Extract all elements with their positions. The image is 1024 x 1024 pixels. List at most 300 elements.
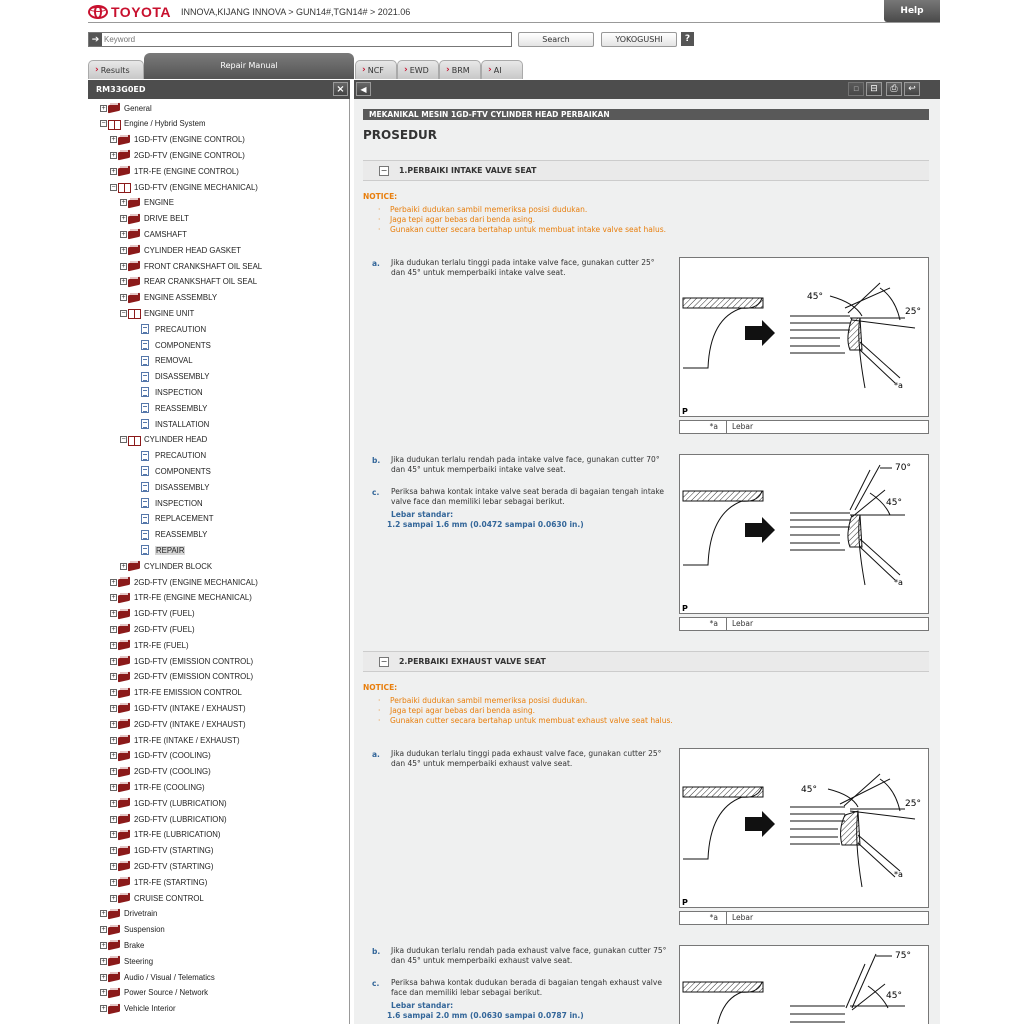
tree-item[interactable]	[120, 196, 174, 210]
expand-icon[interactable]: +	[111, 167, 116, 175]
open-book-icon	[128, 435, 140, 445]
tree-item-label: 1GD-FTV (ENGINE MECHANICAL)	[134, 182, 258, 192]
collapse-icon[interactable]: −	[101, 120, 106, 128]
expand-icon[interactable]: +	[111, 657, 116, 665]
exhaust-seat-75-45-illustration	[680, 946, 928, 1024]
collapse-icon[interactable]: −	[380, 656, 388, 666]
expand-icon[interactable]: +	[111, 831, 116, 839]
navigation-tree	[88, 99, 350, 1024]
angle-label: 45°	[886, 498, 902, 508]
tree-item-label: PRECAUTION	[155, 451, 207, 461]
step-text: Jika dudukan terlalu rendah pada intake valve face, gunakan cutter 70° dan 45° untuk memperbaiki intake valve seat.	[391, 455, 660, 474]
breadcrumb: INNOVA,KIJANG INNOVA > GUN14#,TGN14# > 2021.06	[181, 7, 411, 17]
tree-item-label: 1GD-FTV (ENGINE CONTROL)	[134, 135, 245, 145]
expand-icon[interactable]: +	[101, 926, 106, 934]
tree-item-label: CRUISE CONTROL	[134, 893, 204, 903]
book-icon	[118, 877, 130, 887]
keyword-arrow-icon[interactable]: ➔	[89, 33, 102, 46]
tree-item-label: 2GD-FTV (STARTING)	[134, 861, 214, 871]
tree-item-label: Audio / Visual / Telematics	[124, 972, 215, 982]
content-title: MEKANIKAL MESIN 1GD-FTV CYLINDER HEAD PERBAIKAN	[363, 109, 929, 120]
book-icon	[118, 593, 130, 603]
tree-item-label: 1GD-FTV (INTAKE / EXHAUST)	[134, 703, 246, 713]
document-icon	[141, 340, 149, 350]
book-icon	[108, 925, 120, 935]
book-icon	[108, 972, 120, 982]
tree-item[interactable]	[100, 970, 215, 984]
tree-item[interactable]	[110, 638, 189, 652]
book-icon	[128, 277, 140, 287]
tree-item[interactable]	[110, 180, 258, 194]
tree-item[interactable]	[120, 275, 257, 289]
tree-item[interactable]	[110, 148, 245, 162]
expand-icon[interactable]: +	[111, 736, 116, 744]
tree-item-label: 2GD-FTV (ENGINE CONTROL)	[134, 150, 245, 160]
collapse-icon[interactable]: −	[121, 309, 126, 317]
section-title: 2.PERBAIKI EXHAUST VALVE SEAT	[399, 657, 546, 666]
book-icon	[108, 103, 120, 113]
tab-repair-manual[interactable]: Repair Manual	[144, 53, 354, 79]
document-icon	[141, 356, 149, 366]
chevron-right-icon: ›	[488, 65, 492, 75]
chevron-right-icon: ›	[95, 65, 99, 75]
book-icon	[118, 672, 130, 682]
tree-item[interactable]	[120, 243, 241, 257]
expand-icon[interactable]: +	[101, 910, 106, 918]
tree-item-label: 2GD-FTV (INTAKE / EXHAUST)	[134, 719, 246, 729]
tree-item-label: REAR CRANKSHAFT OIL SEAL	[144, 277, 258, 287]
section-header-intake[interactable]	[363, 160, 929, 181]
figure-legend	[679, 617, 929, 631]
tree-item[interactable]	[130, 401, 207, 415]
book-icon	[118, 624, 130, 634]
tab-ewd[interactable]	[397, 60, 439, 79]
notice-label: NOTICE:	[363, 192, 398, 201]
book-icon	[128, 561, 140, 571]
tree-item-label: 2GD-FTV (EMISSION CONTROL)	[134, 672, 254, 682]
tab-brm[interactable]	[439, 60, 481, 79]
document-icon	[141, 482, 149, 492]
print-icon[interactable]: ⎙	[886, 82, 902, 96]
exhaust-seat-25-45-illustration	[680, 749, 928, 907]
angle-label: 75°	[895, 951, 911, 961]
tree-item-label: 1GD-FTV (FUEL)	[134, 609, 195, 619]
book-icon	[128, 293, 140, 303]
tree-item-label: 1GD-FTV (EMISSION CONTROL)	[134, 656, 254, 666]
valve-seat-diagram	[679, 454, 929, 614]
expand-icon[interactable]: +	[111, 878, 116, 886]
tree-item[interactable]	[110, 733, 240, 747]
tree-item-label: Steering	[124, 956, 154, 966]
expand-icon[interactable]: +	[101, 941, 106, 949]
angle-label: 70°	[895, 463, 911, 473]
tab-results[interactable]	[88, 60, 144, 79]
repair-manual-app	[88, 0, 940, 1024]
tree-item-label: 2GD-FTV (FUEL)	[134, 624, 195, 634]
open-book-icon	[118, 182, 130, 192]
document-icon	[141, 387, 149, 397]
angle-label: 25°	[905, 307, 921, 317]
tree-item-label: REMOVAL	[155, 356, 193, 366]
collapse-icon[interactable]: −	[111, 183, 116, 191]
angle-label: 25°	[905, 799, 921, 809]
tree-item[interactable]	[120, 291, 217, 305]
standard-value: 1.2 sampai 1.6 mm (0.0472 sampai 0.0630 in.)	[387, 520, 584, 529]
step-text: Jika dudukan terlalu tinggi pada intake valve face, gunakan cutter 25° dan 45° untuk memperbaiki intake valve seat.	[391, 258, 655, 277]
expand-icon[interactable]: +	[111, 689, 116, 697]
tree-item[interactable]	[120, 433, 207, 447]
angle-label: 45°	[886, 991, 902, 1001]
tree-item-label: REPLACEMENT	[155, 514, 214, 524]
section-title: 1.PERBAIKI INTAKE VALVE SEAT	[399, 166, 537, 175]
expand-icon[interactable]: +	[101, 104, 106, 112]
expand-icon[interactable]: +	[111, 578, 116, 586]
return-icon[interactable]: ↩	[904, 82, 920, 96]
tree-item-label: Brake	[124, 940, 145, 950]
tree-item-label: PRECAUTION	[155, 324, 207, 334]
tree-item[interactable]	[110, 828, 221, 842]
figure-corner-mark: P	[682, 604, 688, 613]
tree-item[interactable]	[130, 322, 206, 336]
tree-item-label: 1TR-FE (INTAKE / EXHAUST)	[134, 735, 240, 745]
yokogushi-button[interactable]: YOKOGUSHI	[601, 32, 677, 47]
notice-label: NOTICE:	[363, 683, 398, 692]
tree-item[interactable]	[120, 212, 189, 226]
angle-label: 45°	[801, 785, 817, 795]
tab-label: Results	[100, 65, 130, 75]
legend-value: Lebar	[732, 913, 754, 922]
tree-item-label: FRONT CRANKSHAFT OIL SEAL	[144, 261, 263, 271]
book-icon	[118, 135, 130, 145]
book-icon	[108, 956, 120, 966]
help-question-button[interactable]: ?	[681, 32, 694, 46]
tree-item-label: ENGINE	[144, 198, 174, 208]
tree-item-label: 1TR-FE (ENGINE CONTROL)	[134, 166, 239, 176]
book-icon	[118, 767, 130, 777]
figure-legend	[679, 911, 929, 925]
book-icon	[118, 656, 130, 666]
book-icon	[118, 751, 130, 761]
chevron-right-icon: ›	[362, 65, 366, 75]
expand-icon[interactable]: +	[121, 230, 126, 238]
procedure-heading: PROSEDUR	[363, 128, 438, 142]
tree-item[interactable]	[110, 575, 258, 589]
legend-key: *a	[680, 912, 727, 924]
notice-item: · Gunakan cutter secara bertahap untuk membuat exhaust valve seat halus.	[390, 716, 673, 725]
standard-value: 1.6 sampai 2.0 mm (0.0630 sampai 0.0787 in.)	[387, 1011, 584, 1020]
notice-item: · Jaga tepi agar bebas dari benda asing.	[390, 706, 535, 715]
tree-item-label: 1TR-FE (ENGINE MECHANICAL)	[134, 593, 252, 603]
legend-key: *a	[680, 421, 727, 433]
expand-icon[interactable]: +	[121, 262, 126, 270]
book-icon	[118, 688, 130, 698]
step-text: Jika dudukan terlalu tinggi pada exhaust valve face, gunakan cutter 25° dan 45° untuk memperbaiki exhaust valve seat.	[391, 749, 662, 768]
tree-item-label: 1TR-FE (FUEL)	[134, 640, 189, 650]
book-icon	[118, 782, 130, 792]
collapse-icon[interactable]: −	[380, 165, 388, 175]
valve-seat-diagram	[679, 945, 929, 1024]
expand-icon[interactable]: +	[121, 199, 126, 207]
book-icon	[108, 940, 120, 950]
tree-item[interactable]	[110, 796, 227, 810]
tree-item[interactable]	[130, 385, 203, 399]
open-book-icon	[128, 308, 140, 318]
dimension-mark: *a	[894, 381, 903, 390]
tree-item[interactable]	[110, 670, 253, 684]
expand-icon[interactable]: +	[111, 704, 116, 712]
tree-item-label: 2GD-FTV (COOLING)	[134, 767, 211, 777]
book-icon	[118, 798, 130, 808]
close-panel-button[interactable]: ×	[333, 82, 348, 96]
notice-item: · Gunakan cutter secara bertahap untuk membuat intake valve seat halus.	[390, 225, 666, 234]
expand-icon[interactable]: +	[111, 136, 116, 144]
tree-item[interactable]	[110, 701, 246, 715]
expand-icon[interactable]: +	[121, 294, 126, 302]
toyota-emblem-icon	[88, 5, 108, 19]
step-label: b.	[372, 947, 381, 956]
keyword-box	[88, 32, 512, 47]
legend-value: Lebar	[732, 422, 754, 431]
document-icon	[141, 419, 149, 429]
dimension-mark: *a	[894, 870, 903, 879]
tree-item-label: 1GD-FTV (LUBRICATION)	[134, 798, 227, 808]
tree-item-label: DISASSEMBLY	[155, 482, 210, 492]
tab-label: EWD	[409, 65, 429, 75]
tree-item-label: COMPONENTS	[155, 340, 211, 350]
tree-item[interactable]	[110, 686, 242, 700]
tree-item-label: 1TR-FE (COOLING)	[134, 782, 205, 792]
book-icon	[118, 861, 130, 871]
tree-item[interactable]	[130, 449, 206, 463]
valve-seat-diagram	[679, 748, 929, 908]
expand-icon[interactable]: +	[111, 862, 116, 870]
tree-item[interactable]	[110, 891, 204, 905]
notice-item: · Perbaiki dudukan sambil memeriksa posisi dudukan.	[390, 205, 587, 214]
tree-item-label: DISASSEMBLY	[155, 372, 210, 382]
expand-icon[interactable]: +	[111, 847, 116, 855]
tree-item[interactable]	[130, 354, 193, 368]
step-label: c.	[372, 979, 380, 988]
tree-item-label: Drivetrain	[124, 909, 158, 919]
book-icon	[108, 909, 120, 919]
expand-icon[interactable]: +	[111, 783, 116, 791]
expand-icon[interactable]: +	[111, 594, 116, 602]
expand-icon[interactable]: +	[111, 752, 116, 760]
intake-seat-70-45-illustration	[680, 455, 928, 613]
collapse-tree-button[interactable]: ◀	[356, 82, 371, 96]
tree-item[interactable]	[100, 986, 208, 1000]
expand-icon[interactable]: +	[111, 151, 116, 159]
expand-icon[interactable]: +	[101, 957, 106, 965]
tree-item[interactable]	[100, 101, 152, 115]
tree-item[interactable]	[130, 464, 211, 478]
expand-icon[interactable]: +	[111, 815, 116, 823]
tree-item[interactable]	[130, 370, 209, 384]
content-panel-header	[354, 80, 940, 99]
tree-item[interactable]	[120, 306, 194, 320]
tree-item[interactable]	[110, 749, 211, 763]
step-text: Periksa bahwa kontak intake valve seat berada di bagaian tengah intake valve face dan memiliki lebar sebagai berikut.	[391, 487, 665, 506]
tree-item[interactable]	[110, 622, 195, 636]
expand-icon[interactable]: +	[111, 720, 116, 728]
expand-icon[interactable]: +	[111, 799, 116, 807]
search-button[interactable]: Search	[518, 32, 594, 47]
expand-icon[interactable]: +	[101, 973, 106, 981]
tree-item[interactable]	[110, 164, 239, 178]
book-icon	[118, 577, 130, 587]
tree-item[interactable]	[100, 923, 165, 937]
document-icon	[141, 372, 149, 382]
book-icon	[128, 261, 140, 271]
expand-icon[interactable]: +	[121, 278, 126, 286]
expand-icon[interactable]: +	[111, 610, 116, 618]
tree-item[interactable]	[120, 259, 262, 273]
toyota-logo	[88, 4, 171, 20]
tree-item-label: Engine / Hybrid System	[124, 119, 206, 129]
notice-item: · Jaga tepi agar bebas dari benda asing.	[390, 215, 535, 224]
tree-item[interactable]	[130, 338, 211, 352]
tree-item[interactable]	[100, 938, 144, 952]
tree-item-label: General	[124, 103, 152, 113]
tree-item-label: INSPECTION	[155, 387, 203, 397]
book-icon	[108, 1004, 120, 1014]
fullscreen-icon[interactable]: ⊟	[866, 82, 882, 96]
tree-item-label: Vehicle Interior	[124, 1004, 176, 1014]
tree-item-label: CYLINDER HEAD GASKET	[144, 245, 242, 255]
expand-icon[interactable]: +	[111, 768, 116, 776]
tree-item-label: Suspension	[124, 925, 165, 935]
legend-value: Lebar	[732, 619, 754, 628]
tree-item-label: 2GD-FTV (LUBRICATION)	[134, 814, 227, 824]
notice-item: · Perbaiki dudukan sambil memeriksa posisi dudukan.	[390, 696, 587, 705]
section-header-exhaust[interactable]	[363, 651, 929, 672]
tree-item[interactable]	[130, 528, 207, 542]
tab-ncf[interactable]	[355, 60, 397, 79]
step-text: Jika dudukan terlalu rendah pada exhaust valve face, gunakan cutter 75° dan 45° untuk memperbaiki exhaust valve seat.	[391, 946, 667, 965]
tree-item[interactable]	[110, 591, 252, 605]
tree-item-label: REASSEMBLY	[155, 403, 208, 413]
standard-label: Lebar standar:	[391, 510, 454, 519]
tree-item[interactable]	[130, 496, 203, 510]
header-divider	[88, 22, 940, 23]
tree-item[interactable]	[100, 954, 153, 968]
book-icon	[118, 609, 130, 619]
tab-bar	[88, 52, 940, 79]
tree-item[interactable]	[110, 812, 227, 826]
document-icon	[141, 530, 149, 540]
help-button[interactable]: Help	[884, 0, 940, 22]
tree-item[interactable]	[110, 844, 213, 858]
book-icon	[128, 229, 140, 239]
tree-item-label: CYLINDER HEAD	[144, 435, 208, 445]
dimension-mark: *a	[894, 578, 903, 587]
tree-item[interactable]	[110, 875, 207, 889]
tree-item-label: CYLINDER BLOCK	[144, 561, 213, 571]
book-icon	[118, 846, 130, 856]
book-icon	[118, 830, 130, 840]
tree-item-label: 2GD-FTV (ENGINE MECHANICAL)	[134, 577, 258, 587]
tree-item-label: REASSEMBLY	[155, 530, 208, 540]
book-icon	[118, 893, 130, 903]
step-label: a.	[372, 259, 380, 268]
book-icon	[118, 640, 130, 650]
figure-corner-mark: P	[682, 898, 688, 907]
document-icon	[141, 545, 149, 555]
tree-item[interactable]	[110, 607, 195, 621]
document-icon	[141, 498, 149, 508]
content-panel	[354, 99, 940, 1024]
expand-icon[interactable]: +	[111, 625, 116, 633]
book-icon	[128, 245, 140, 255]
tree-item[interactable]	[120, 227, 187, 241]
tree-item[interactable]	[110, 654, 253, 668]
tree-item[interactable]	[130, 480, 209, 494]
book-icon	[118, 166, 130, 176]
brand-name: TOYOTA	[111, 4, 172, 20]
tree-item[interactable]	[110, 780, 205, 794]
figure-corner-mark: P	[682, 407, 688, 416]
chevron-right-icon: ›	[446, 65, 450, 75]
tree-item[interactable]	[110, 765, 211, 779]
expand-icon[interactable]: +	[121, 562, 126, 570]
book-icon	[118, 735, 130, 745]
document-icon	[141, 514, 149, 524]
bookmark-icon[interactable]: ▫	[848, 82, 864, 96]
tree-item[interactable]	[110, 859, 213, 873]
tree-item[interactable]	[110, 717, 246, 731]
expand-icon[interactable]: +	[121, 246, 126, 254]
tree-item-label: INSTALLATION	[155, 419, 210, 429]
tree-item-label: Power Source / Network	[124, 988, 209, 998]
tree-item-label: REPAIR	[156, 545, 185, 555]
tree-item-label: 1TR-FE (STARTING)	[134, 877, 208, 887]
tree-item-label: 1TR-FE EMISSION CONTROL	[134, 688, 242, 698]
expand-icon[interactable]: +	[111, 894, 116, 902]
expand-icon[interactable]: +	[111, 673, 116, 681]
tree-panel-header	[88, 80, 350, 99]
tree-item[interactable]	[130, 512, 214, 526]
expand-icon[interactable]: +	[111, 641, 116, 649]
keyword-input[interactable]	[102, 35, 502, 44]
tree-item[interactable]	[130, 543, 185, 557]
tree-item[interactable]	[100, 1002, 176, 1016]
expand-icon[interactable]: +	[121, 215, 126, 223]
tab-label: BRM	[451, 65, 470, 75]
book-icon	[128, 198, 140, 208]
tree-item[interactable]	[130, 417, 209, 431]
chevron-right-icon: ›	[404, 65, 408, 75]
collapse-icon[interactable]: −	[121, 436, 126, 444]
document-icon	[141, 324, 149, 334]
open-book-icon	[108, 119, 120, 129]
tree-item[interactable]	[110, 133, 245, 147]
document-icon	[141, 403, 149, 413]
figure-legend	[679, 420, 929, 434]
tree-item[interactable]	[120, 559, 212, 573]
header-bar	[88, 0, 940, 24]
book-icon	[118, 150, 130, 160]
tree-item[interactable]	[100, 907, 157, 921]
tree-item-label: ENGINE ASSEMBLY	[144, 293, 218, 303]
standard-label: Lebar standar:	[391, 1001, 454, 1010]
expand-icon[interactable]: +	[101, 1005, 106, 1013]
step-label: b.	[372, 456, 381, 465]
book-icon	[118, 703, 130, 713]
expand-icon[interactable]: +	[101, 989, 106, 997]
angle-label: 45°	[807, 292, 823, 302]
tab-ai[interactable]	[481, 60, 523, 79]
tree-item[interactable]	[100, 117, 205, 131]
